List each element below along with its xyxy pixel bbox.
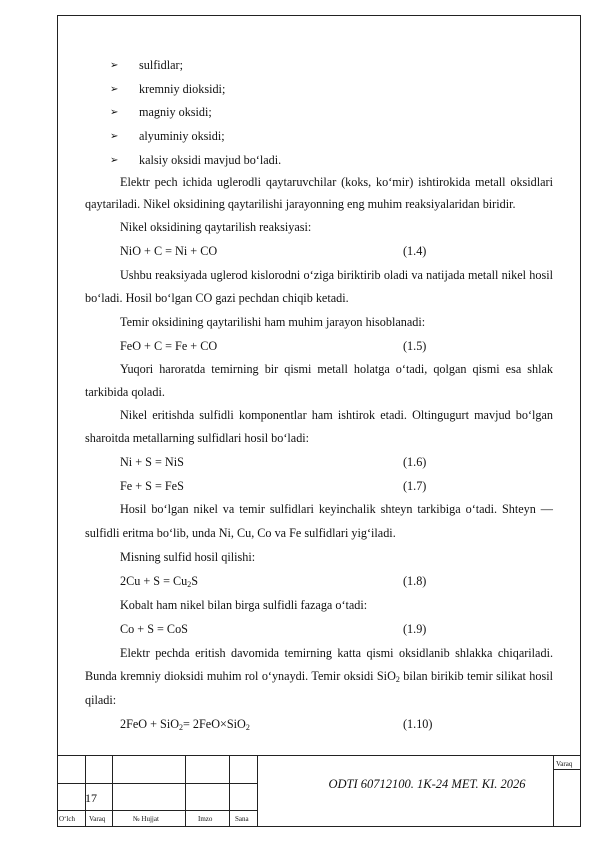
equation-1-8 (85, 569, 553, 593)
page-number: 17 (85, 791, 97, 805)
equation-text: Co + S = CoS (120, 622, 188, 637)
equation-text: Fe + S = FeS (120, 479, 184, 493)
list-item: ➢ magniy oksidi; (85, 101, 553, 125)
equation-text: 2FeO + SiO$_2$= 2FeO×SiO$_2$ (120, 717, 250, 733)
equation-text: Ni + S = NiS (120, 454, 184, 469)
list-item: ➢ kremniy dioksidi; (85, 78, 553, 102)
paragraph-sulfides: Nikel eritishda sulfidli komponentlar ham ishtirok etadi. Oltingugurt mavjud bo‘lgan sharoitda metallarning sulfidlari hosil bo‘ladi: (85, 407, 553, 445)
column-imzo: Imzo (198, 815, 213, 823)
list-item: ➢ kalsiy oksidi mavjud bo‘ladi. (85, 149, 553, 173)
equation-1-10 (85, 712, 553, 736)
equation-number: (1.4) (403, 244, 427, 259)
heading-feo-reduction: Temir oksidining qaytarilishi ham muhim jarayon hisoblanadi: (120, 314, 426, 329)
equation-number: (1.7) (403, 479, 427, 493)
arrow-bullet-icon: ➢ (110, 154, 119, 166)
document-body (85, 54, 553, 736)
equation-1-7 (85, 474, 553, 498)
column-varaq: Varaq (89, 815, 106, 823)
paragraph-matte: Hosil bo‘lgan nikel va temir sulfidlari keyinchalik shteyn tarkibiga o‘tadi. Shteyn — sulfidli eritma bo‘lib, unda Ni, Cu, Co va Fe sulfidlari yig‘iladi. (85, 502, 553, 540)
equation-number: (1.9) (403, 622, 427, 637)
paragraph-carbon: Ushbu reaksiyada uglerod kislorodni o‘ziga biriktirib oladi va natijada metall nikel hosil bo‘ladi. Hosil bo‘lgan CO gazi pechdan chiqib ketadi. (85, 267, 553, 305)
paragraph-silicate: Elektr pechda eritish davomida temirning katta qismi oksidlanib shlakka chiqariladi. Bunda kremniy dioksidi muhim rol o‘ynaydi. Temir oksidi SiO$_2$ bilan birikib temir silikat hosil qiladi: (85, 645, 553, 707)
arrow-bullet-icon: ➢ (110, 60, 119, 71)
paragraph-reduction: Elektr pech ichida uglerodli qaytaruvchilar (koks, ko‘mir) ishtirokida metall oksidlari qaytariladi. Nikel oksidining qaytarilishi jarayonning eng muhim reaksiyalaridan biridir. (85, 175, 553, 211)
equation-text: $2Cu + S = Cu_2S$ (120, 574, 199, 590)
list-item: ➢ sulfidlar; (85, 54, 553, 78)
document-code: ODTI 60712100. 1K-24 MET. KI. 2026 (328, 777, 526, 791)
column-olch: O‘lch (59, 815, 75, 823)
equation-number: (1.10) (403, 717, 433, 732)
equation-number: (1.5) (403, 338, 427, 353)
arrow-bullet-icon: ➢ (110, 131, 119, 143)
sheet-label: Varaq (556, 760, 573, 768)
title-block (57, 755, 581, 827)
equation-1-9 (85, 617, 553, 641)
equation-1-5 (85, 334, 553, 358)
equation-text: NiO + C = Ni + CO (120, 244, 218, 259)
column-sana: Sana (235, 815, 249, 823)
paragraph-iron-slag: Yuqori haroratda temirning bir qismi metall holatga o‘tadi, qolgan qismi esa shlak tarkibida qoladi. (85, 361, 553, 399)
equation-number: (1.6) (403, 454, 427, 469)
arrow-bullet-icon: ➢ (110, 83, 119, 95)
heading-cobalt: Kobalt ham nikel bilan birga sulfidli fazaga o‘tadi: (120, 598, 368, 613)
heading-copper-sulfide: Misning sulfid hosil qilishi: (120, 550, 256, 565)
list-item: ➢ alyuminiy oksidi; (85, 125, 553, 149)
equation-text: FeO + C = Fe + CO (120, 338, 218, 353)
column-hujjat: № Hujjat (133, 815, 159, 823)
equation-1-6 (85, 450, 553, 474)
heading-nio-reduction: Nikel oksidining qaytarilish reaksiyasi: (120, 220, 312, 235)
equation-number: (1.8) (403, 574, 427, 589)
equation-1-4 (85, 239, 553, 263)
arrow-bullet-icon: ➢ (110, 107, 119, 119)
